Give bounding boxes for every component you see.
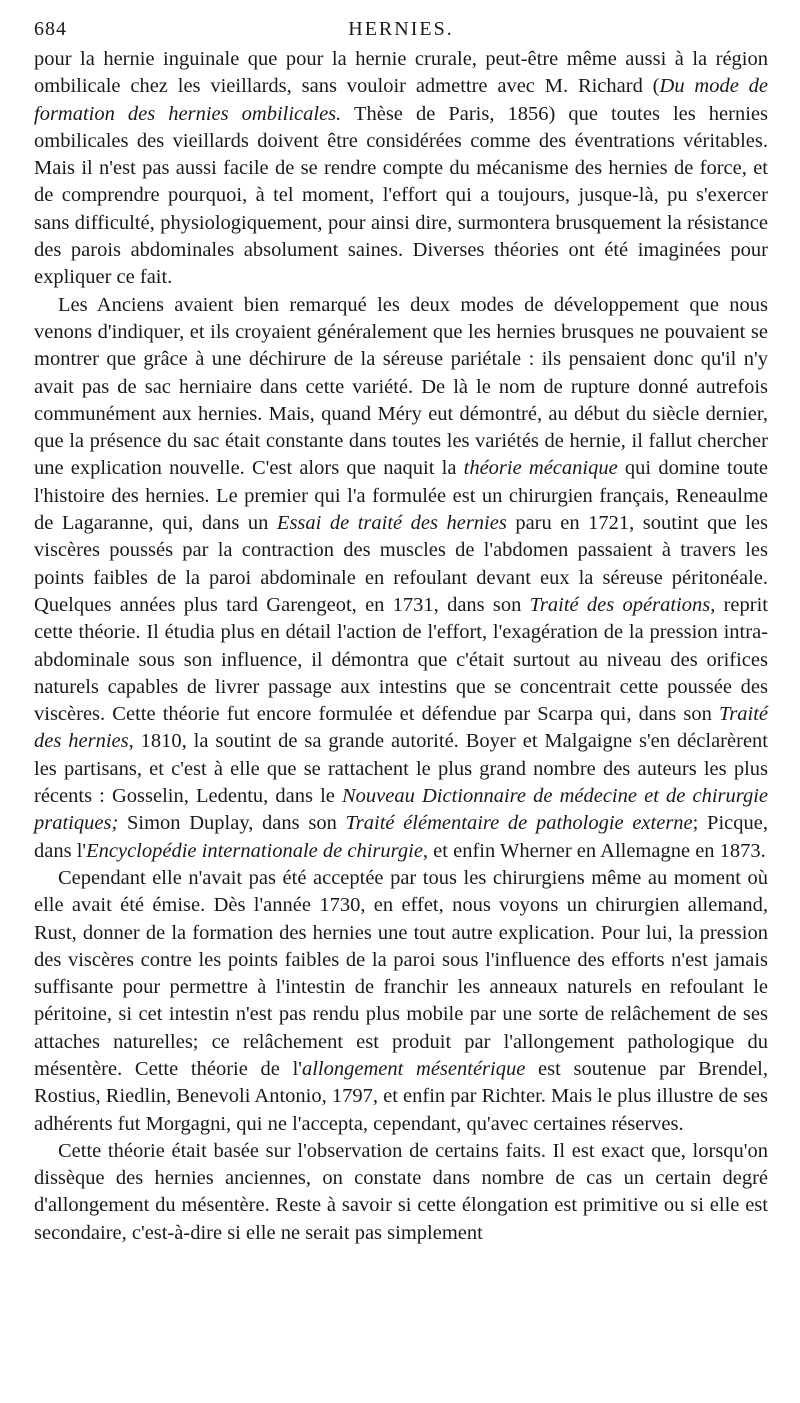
- paragraph-text: Cependant elle n'avait pas été acceptée par tous les chirurgiens même au moment où elle avait été émise. Dès l'année 1730, en effet, nous voyons un chirurgien allemand, Rust, donner de la formation des hernies une tout autre explication. Pour lui, la pression des viscères contre les points faibles de la paroi sous l'influence des efforts n'est jamais suffisante pour permettre à l'intestin de franchir les anneaux naturels en refoulant le péritoine, si cet intestin n'est pas rendu plus mobile par une sorte de relâchement de ses attaches naturelles; ce relâchement est produit par l'allongement pathologique du mésentère. Cette théorie de l': [34, 866, 768, 1080]
- italic-title-text: Encyclopédie internationale de chirurgie: [86, 839, 423, 862]
- italic-title-text: Essai de traité des hernies: [276, 512, 507, 535]
- paragraph-text: qui domine toute l'histoire des hernies. Le premier qui l'a formulée est un chirurgien français, Reneaulme de Lagaranne, qui, dans un: [34, 457, 768, 535]
- italic-title-text: Traité élémentaire de pathologie externe: [345, 812, 693, 835]
- paragraph-text: est soutenue par Brendel, Rostius, Riedlin, Benevoli Antonio, 1797, et enfin par Richter. Mais le plus illustre de ses adhérents fut Morgagni, qui ne l'accepta, cependant, qu'avec certaines réserves.: [34, 1057, 768, 1135]
- paragraph-text: pour la hernie inguinale que pour la hernie crurale, peut-être même aussi à la région ombilicale chez les vieillards, sans vouloir admettre avec M. Richard (: [34, 48, 768, 98]
- book-page: [34, 0, 768, 1247]
- running-head: [34, 0, 768, 40]
- paragraph-text: paru en 1721, soutint que les viscères poussés par la contraction des muscles de l'abdomen passaient à travers les points faibles de la paroi abdominale en refoulant devant eux la séreuse péritonéale. Quelques années plus tard Garengeot, en 1731, dans son: [34, 512, 768, 616]
- italic-title-text: allongement mésentérique: [301, 1057, 526, 1080]
- italic-title-text: théorie mécanique: [463, 457, 618, 480]
- paragraph-4: [34, 1138, 768, 1247]
- paragraph-1: [34, 46, 768, 292]
- paragraph-text: Simon Duplay, dans son: [118, 812, 346, 835]
- body-text: [34, 46, 768, 1247]
- italic-title-text: Traité des hernies: [34, 703, 768, 753]
- paragraph-text: Cette théorie était basée sur l'observation de certains faits. Il est exact que, lorsqu'on dissèque des hernies anciennes, on constate dans nombre de cas un certain degré d'allongement du mésentère. Reste à savoir si cette élongation est primitive ou si elle est secondaire, c'est-à-dire si elle ne serait pas simplement: [34, 1139, 768, 1244]
- paragraph-2: [34, 292, 768, 865]
- italic-title-text: Traité des opérations: [529, 593, 711, 616]
- page-number: 684: [34, 18, 67, 40]
- paragraph-text: ; Picque, dans l': [34, 812, 768, 862]
- paragraph-text: Thèse de Paris, 1856) que toutes les hernies ombilicales des vieillards doivent être considérées comme des éventrations véritables. Mais il n'est pas aussi facile de se rendre compte du mécanisme des hernies de force, et de comprendre pourquoi, à tel moment, l'effort qui a toujours, jusque-là, pu s'exercer sans difficulté, physiologiquement, pour ainsi dire, surmontera brusquement la résistance des parois abdominales absolument saines. Diverses théories ont été imaginées pour expliquer ce fait.: [34, 102, 768, 289]
- running-title: HERNIES.: [348, 18, 454, 40]
- paragraph-text: Les Anciens avaient bien remarqué les deux modes de développement que nous venons d'indiquer, et ils croyaient généralement que les hernies brusques ne pouvaient se montrer que grâce à une déchirure de la séreuse pariétale : ils pensaient donc qu'il n'y avait pas de sac herniaire dans cette variété. De là le nom de rupture donné autrefois communément aux hernies. Mais, quand Méry eut démontré, au début du siècle dernier, que la présence du sac était constante dans toutes les variétés de hernie, il fallut chercher une explication nouvelle. C'est alors que naquit la: [34, 293, 768, 480]
- italic-title-text: Nouveau Dictionnaire de médecine et de chirurgie pratiques;: [34, 785, 769, 835]
- paragraph-text: , 1810, la soutint de sa grande autorité. Boyer et Malgaigne s'en déclarèrent les partisans, et c'est à elle que se rattachent le plus grand nombre des auteurs les plus récents : Gosselin, Ledentu, dans le: [34, 730, 768, 808]
- paragraph-text: , reprit cette théorie. Il étudia plus en détail l'action de l'effort, l'exagération de la pression intra-abdominale sous son influence, il démontra que c'était surtout au niveau des orifices naturels capables de livrer passage aux intestins que se concentrait cette poussée des viscères. Cette théorie fut encore formulée et défendue par Scarpa qui, dans son: [34, 593, 768, 726]
- paragraph-3: [34, 865, 768, 1138]
- italic-title-text: Du mode de formation des hernies ombilicales.: [34, 75, 769, 125]
- paragraph-text: , et enfin Wherner en Allemagne en 1873.: [422, 839, 766, 862]
